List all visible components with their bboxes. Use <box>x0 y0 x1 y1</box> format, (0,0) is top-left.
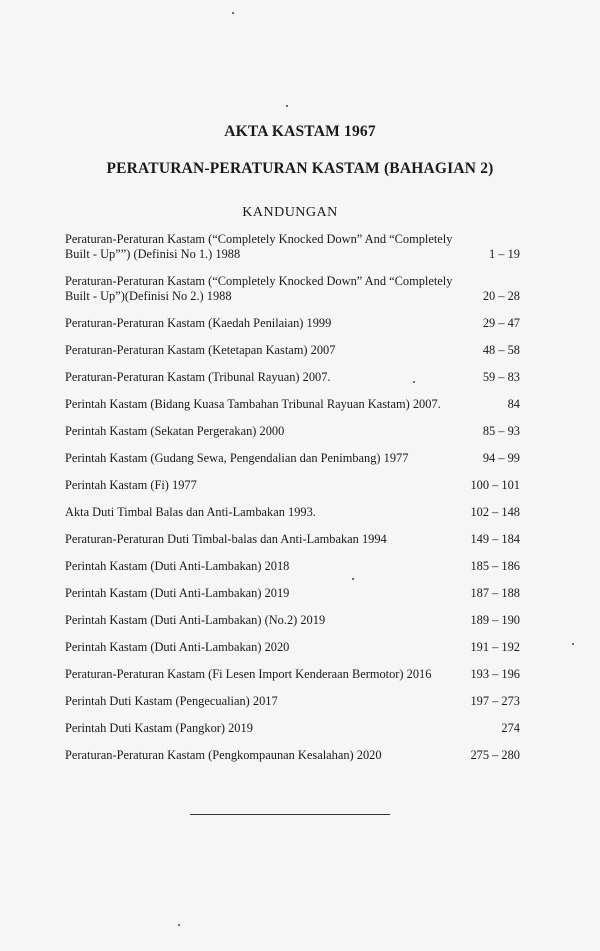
toc-entry-title: Perintah Duti Kastam (Pangkor) 2019 <box>65 721 253 735</box>
toc-entry <box>65 721 520 736</box>
toc-entry-pages: 187 – 188 <box>470 586 520 600</box>
toc-entry-title: Peraturan-Peraturan Kastam (Kaedah Penilaian) 1999 <box>65 316 332 330</box>
toc-entry <box>65 274 520 304</box>
toc-entry <box>65 640 520 655</box>
toc-entry-pages: 20 – 28 <box>482 289 520 303</box>
toc-entry-pages: 185 – 186 <box>470 559 520 573</box>
toc-entry-title: Peraturan-Peraturan Kastam (Ketetapan Kastam) 2007 <box>65 343 336 357</box>
toc-entry-title: Perintah Kastam (Duti Anti-Lambakan) (No.2) 2019 <box>65 613 326 627</box>
toc-entry-pages: 59 – 83 <box>482 370 520 384</box>
scan-speck <box>286 105 288 107</box>
toc-entry-title: Peraturan-Peraturan Kastam (Fi Lesen Import Kenderaan Bermotor) 2016 <box>65 667 432 681</box>
toc-entry <box>65 748 520 763</box>
toc-entry <box>65 343 520 358</box>
scan-speck <box>178 924 180 926</box>
toc-entry-pages: 191 – 192 <box>470 640 520 654</box>
toc-entry <box>65 532 520 547</box>
toc-entry <box>65 505 520 520</box>
toc-entry-pages: 100 – 101 <box>470 478 520 492</box>
toc-entry-pages: 84 <box>507 397 520 411</box>
contents-heading: KANDUNGAN <box>242 205 338 220</box>
toc-entry-title: Peraturan-Peraturan Kastam (Pengkompaunan Kesalahan) 2020 <box>65 748 382 762</box>
toc-entry <box>65 424 520 439</box>
scan-speck <box>572 643 574 645</box>
toc-entry-title: Akta Duti Timbal Balas dan Anti-Lambakan 1993. <box>65 505 316 519</box>
toc-entry-title: Perintah Kastam (Duti Anti-Lambakan) 2019 <box>65 586 290 600</box>
scan-speck <box>352 578 354 580</box>
toc-entry <box>65 370 520 385</box>
toc-entry-title: Peraturan-Peraturan Kastam (Tribunal Rayuan) 2007. <box>65 370 331 384</box>
toc-entry-pages: 197 – 273 <box>470 694 520 708</box>
toc-entry <box>65 316 520 331</box>
regulations-title: PERATURAN-PERATURAN KASTAM (BAHAGIAN 2) <box>106 160 494 177</box>
toc-entry-pages: 275 – 280 <box>470 748 520 762</box>
scan-speck <box>413 381 415 383</box>
toc-entry-pages: 94 – 99 <box>482 451 520 465</box>
toc-entry-pages: 102 – 148 <box>470 505 520 519</box>
toc-entry <box>65 586 520 601</box>
toc-entry <box>65 559 520 574</box>
toc-entry-title: Perintah Kastam (Bidang Kuasa Tambahan Tribunal Rayuan Kastam) 2007. <box>65 397 441 411</box>
toc-entry-title: Peraturan-Peraturan Kastam (“Completely Knocked Down” And “Completely Built - Up”)(Definisi No 2.) 1988 <box>65 274 453 303</box>
scan-speck <box>232 12 234 14</box>
toc-entry-pages: 149 – 184 <box>470 532 520 546</box>
act-title: AKTA KASTAM 1967 <box>224 123 376 140</box>
toc-entry-title: Perintah Kastam (Duti Anti-Lambakan) 2018 <box>65 559 290 573</box>
toc-entry-title: Perintah Kastam (Fi) 1977 <box>65 478 197 492</box>
toc-entry-pages: 189 – 190 <box>470 613 520 627</box>
toc-entry-pages: 274 <box>501 721 520 735</box>
toc-entry-pages: 48 – 58 <box>482 343 520 357</box>
toc-entry <box>65 694 520 709</box>
end-divider <box>190 814 390 815</box>
toc-entry-title: Perintah Kastam (Sekatan Pergerakan) 2000 <box>65 424 285 438</box>
table-of-contents <box>65 232 520 775</box>
toc-entry-title: Peraturan-Peraturan Kastam (“Completely Knocked Down” And “Completely Built - Up””) (Definisi No 1.) 1988 <box>65 232 453 261</box>
toc-entry-pages: 193 – 196 <box>470 667 520 681</box>
toc-entry-pages: 1 – 19 <box>489 247 520 261</box>
toc-entry-title: Perintah Duti Kastam (Pengecualian) 2017 <box>65 694 278 708</box>
toc-entry <box>65 232 520 262</box>
toc-entry-title: Perintah Kastam (Duti Anti-Lambakan) 2020 <box>65 640 290 654</box>
toc-entry <box>65 397 520 412</box>
toc-entry <box>65 478 520 493</box>
toc-entry-title: Peraturan-Peraturan Duti Timbal-balas dan Anti-Lambakan 1994 <box>65 532 387 546</box>
toc-entry <box>65 613 520 628</box>
toc-entry-pages: 85 – 93 <box>482 424 520 438</box>
toc-entry <box>65 451 520 466</box>
toc-entry-pages: 29 – 47 <box>482 316 520 330</box>
toc-entry <box>65 667 520 682</box>
toc-entry-title: Perintah Kastam (Gudang Sewa, Pengendalian dan Penimbang) 1977 <box>65 451 409 465</box>
